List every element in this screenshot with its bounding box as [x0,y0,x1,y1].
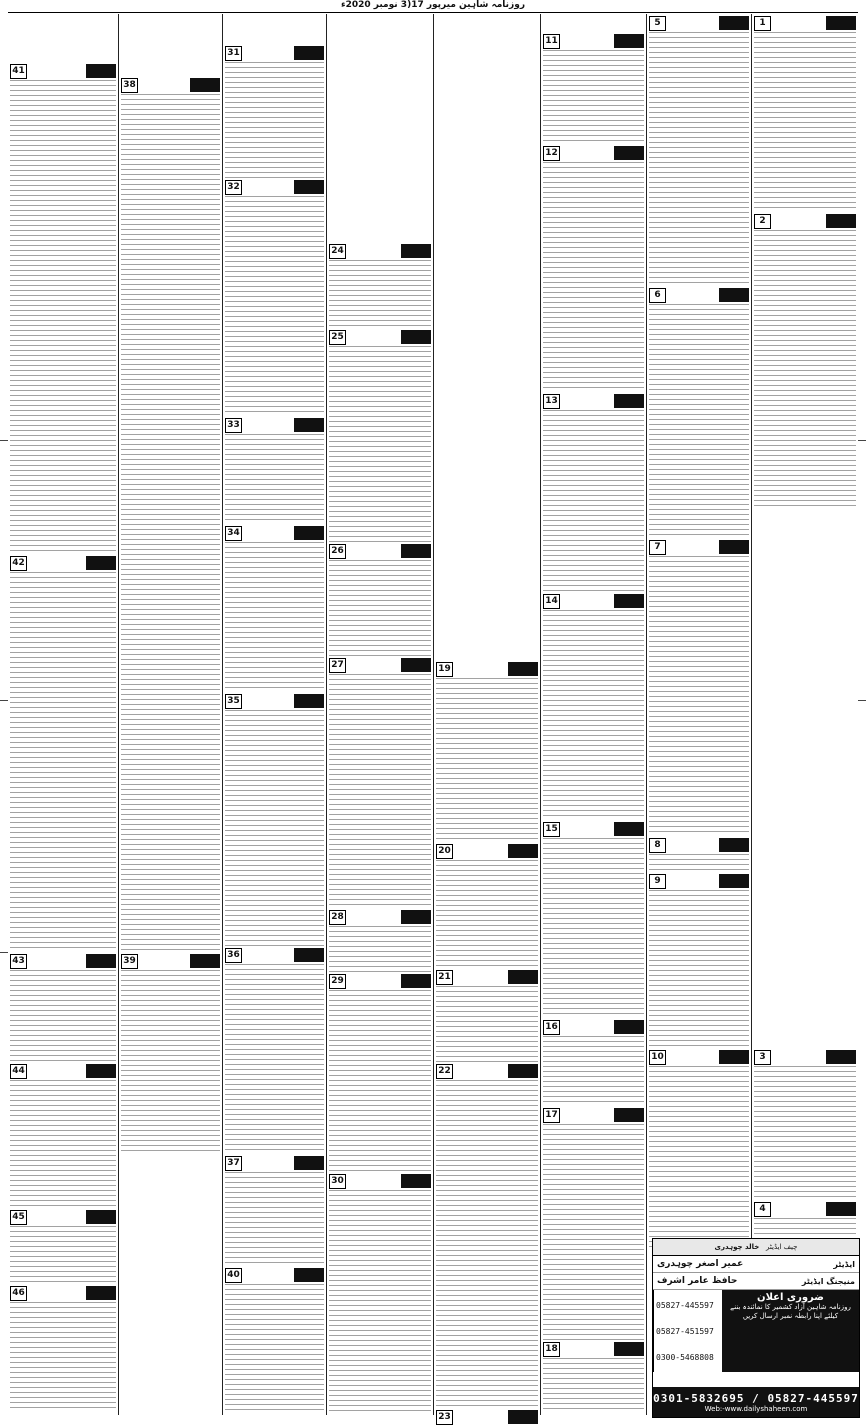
story-body-text [121,970,220,1152]
story-header [436,662,538,676]
news-story [225,948,324,1154]
masthead-title: روزنامہ شاہین میرپور 17(3 نومبر 2020ء [340,0,526,10]
news-story [649,838,749,872]
phone-number: 05827-451597 [656,1326,714,1336]
story-label-bar [826,16,856,30]
story-header [754,1050,856,1064]
story-header [754,16,856,30]
story-label-bar [86,1064,116,1078]
story-number: 14 [543,594,560,609]
story-number: 44 [10,1064,27,1079]
story-header [543,1020,644,1034]
news-story [225,180,324,416]
news-story [543,394,644,592]
story-body-text [329,1190,431,1412]
story-header [225,1156,324,1170]
story-label-bar [401,244,431,258]
news-column [223,14,326,1414]
story-header [225,948,324,962]
story-label-bar [826,214,856,228]
story-label-bar [86,556,116,570]
story-body-text [754,230,856,510]
website-link[interactable]: Web:-www.dailyshaheen.com [704,1404,808,1413]
story-number: 29 [329,974,346,989]
story-header [329,544,431,558]
story-number: 24 [329,244,346,259]
story-label-bar [294,418,324,432]
story-header [10,1064,116,1078]
story-label-bar [719,288,749,302]
story-header [754,214,856,228]
news-story [225,526,324,692]
contact-bar [653,1387,859,1417]
role-row [653,1256,859,1273]
story-label-bar [401,544,431,558]
story-header [543,1342,644,1356]
story-header [436,1410,538,1424]
story-number: 19 [436,662,453,677]
story-number: 38 [121,78,138,93]
story-label-bar [614,34,644,48]
story-body-text [754,32,856,212]
story-header [329,1174,431,1188]
story-number: 4 [754,1202,771,1217]
story-label-bar [719,540,749,554]
news-column [8,14,118,1414]
crop-mark [0,952,8,953]
story-number: 27 [329,658,346,673]
story-number: 40 [225,1268,242,1283]
story-header [543,394,644,408]
story-body-text [329,560,431,656]
story-label-bar [614,1108,644,1122]
crop-mark [858,700,866,701]
story-number: 42 [10,556,27,571]
story-header [225,46,324,60]
news-story [329,330,431,542]
story-body-text [121,94,220,952]
story-header [329,910,431,924]
news-column [752,14,858,1414]
news-story [436,1410,538,1422]
news-story [649,540,749,836]
news-story [121,78,220,952]
story-label-bar [294,526,324,540]
news-story [329,244,431,328]
story-number: 33 [225,418,242,433]
story-number: 1 [754,16,771,31]
story-label-bar [294,46,324,60]
story-label-bar [719,1050,749,1064]
story-header [121,78,220,92]
editorial-box [652,1238,860,1418]
news-story [436,1064,538,1408]
story-number: 45 [10,1210,27,1225]
story-body-text [543,1358,644,1412]
story-header [649,16,749,30]
story-number: 5 [649,16,666,31]
story-number: 32 [225,180,242,195]
story-header [329,974,431,988]
news-story [543,1020,644,1106]
story-label-bar [401,910,431,924]
crop-mark [0,440,8,441]
story-number: 21 [436,970,453,985]
story-body-text [329,990,431,1172]
story-number: 25 [329,330,346,345]
phone-number: 05827-445597 [656,1300,714,1310]
news-column [434,14,540,1422]
story-label-bar [86,1210,116,1224]
news-story [121,954,220,1152]
chief-editor-name: خالد چوہدری [714,1243,760,1251]
story-header [543,594,644,608]
story-header [10,556,116,570]
story-header [10,1286,116,1300]
story-header [225,1268,324,1282]
story-body-text [649,854,749,872]
notice-panel [722,1290,859,1372]
story-label-bar [294,694,324,708]
story-body-text [543,610,644,820]
story-body-text [649,890,749,1048]
story-label-bar [86,1286,116,1300]
story-label-bar [401,974,431,988]
news-story [649,16,749,286]
news-story [436,844,538,968]
story-body-text [329,926,431,972]
news-column [119,14,222,1414]
story-header [436,844,538,858]
story-number: 34 [225,526,242,541]
story-header [225,180,324,194]
story-header [649,874,749,888]
story-header [329,658,431,672]
notice-section [653,1290,859,1372]
news-column [327,14,433,1414]
chief-editor-label: چیف ایڈیٹر [766,1243,798,1251]
story-body-text [543,50,644,144]
story-number: 30 [329,1174,346,1189]
news-story [754,214,856,510]
story-body-text [436,860,538,968]
editorial-box-header [653,1239,859,1256]
story-body-text [225,196,324,416]
news-story [649,288,749,538]
news-story [649,874,749,1048]
story-header [225,418,324,432]
story-number: 41 [10,64,27,79]
story-header [436,1064,538,1078]
story-label-bar [190,78,220,92]
story-header [649,288,749,302]
story-body-text [649,32,749,286]
news-story [436,662,538,842]
story-label-bar [826,1202,856,1216]
story-label-bar [508,844,538,858]
story-label-bar [508,662,538,676]
story-body-text [10,1302,116,1412]
story-label-bar [614,394,644,408]
story-label-bar [190,954,220,968]
story-number: 20 [436,844,453,859]
story-body-text [10,572,116,952]
story-body-text [543,1124,644,1340]
story-label-bar [294,1156,324,1170]
notice-text: روزنامہ شاہین آزاد کشمیر کا نمائندہ بننے کیلئے اپنا رابطہ نمبر ارسال کریں [730,1303,851,1320]
news-story [436,970,538,1062]
story-body-text [436,1080,538,1408]
story-number: 11 [543,34,560,49]
notice-title: ضروری اعلان [757,1292,824,1303]
news-story [225,1156,324,1266]
news-story [329,658,431,908]
story-body-text [543,838,644,1018]
story-label-bar [86,954,116,968]
story-body-text [754,1066,856,1200]
story-header [543,1108,644,1122]
news-story [10,1286,116,1412]
story-number: 39 [121,954,138,969]
story-number: 9 [649,874,666,889]
story-header [329,330,431,344]
story-body-text [436,678,538,842]
story-number: 28 [329,910,346,925]
story-body-text [10,1080,116,1208]
role-row [653,1273,859,1290]
phone-list [653,1290,722,1372]
news-story [329,974,431,1172]
story-number: 23 [436,1410,453,1425]
story-header [10,64,116,78]
masthead [0,0,866,14]
story-header [543,34,644,48]
story-label-bar [401,658,431,672]
contact-phones: 05827-445597 / 0301-5832695 [653,1391,859,1405]
story-body-text [329,260,431,328]
news-story [10,556,116,952]
story-header [543,822,644,836]
phone-number: 0300-5468808 [656,1352,714,1362]
news-story [329,1174,431,1412]
role-name: حافظ عامر اشرف [657,1276,738,1286]
story-label-bar [614,1020,644,1034]
story-label-bar [401,1174,431,1188]
story-label-bar [294,180,324,194]
story-label-bar [614,594,644,608]
news-story [754,1050,856,1200]
story-body-text [225,434,324,524]
story-label-bar [401,330,431,344]
story-number: 6 [649,288,666,303]
story-number: 37 [225,1156,242,1171]
news-story [543,1342,644,1412]
story-number: 43 [10,954,27,969]
story-body-text [649,304,749,538]
story-number: 46 [10,1286,27,1301]
news-story [225,418,324,524]
story-body-text [329,674,431,908]
story-label-bar [719,874,749,888]
story-label-bar [614,822,644,836]
story-label-bar [294,1268,324,1282]
news-story [649,1050,749,1248]
story-header [121,954,220,968]
story-body-text [543,1036,644,1106]
story-label-bar [719,838,749,852]
story-body-text [10,970,116,1062]
news-story [543,822,644,1018]
story-body-text [225,1172,324,1266]
story-header [225,526,324,540]
story-body-text [329,346,431,542]
story-body-text [225,542,324,692]
news-story [543,146,644,392]
story-body-text [649,556,749,836]
news-story [10,64,116,554]
news-story [225,694,324,946]
news-story [329,544,431,656]
news-story [225,1268,324,1414]
story-number: 15 [543,822,560,837]
story-body-text [10,1226,116,1284]
story-number: 22 [436,1064,453,1079]
story-number: 16 [543,1020,560,1035]
story-label-bar [614,1342,644,1356]
story-body-text [649,1066,749,1248]
story-header [649,838,749,852]
story-header [329,244,431,258]
news-story [10,954,116,1062]
story-header [10,1210,116,1224]
story-body-text [436,986,538,1062]
news-story [543,594,644,820]
story-header [649,540,749,554]
story-header [543,146,644,160]
news-story [225,46,324,178]
story-label-bar [614,146,644,160]
crop-mark [858,440,866,441]
story-body-text [225,964,324,1154]
story-label-bar [826,1050,856,1064]
story-label-bar [294,948,324,962]
story-header [649,1050,749,1064]
story-number: 36 [225,948,242,963]
story-number: 17 [543,1108,560,1123]
story-number: 13 [543,394,560,409]
story-header [754,1202,856,1216]
news-story [10,1064,116,1208]
role-name: عمیر اصغر چوہدری [657,1259,744,1269]
story-number: 18 [543,1342,560,1357]
story-header [225,694,324,708]
story-number: 26 [329,544,346,559]
story-number: 35 [225,694,242,709]
story-body-text [543,162,644,392]
story-label-bar [508,1410,538,1424]
story-body-text [225,710,324,946]
story-number: 3 [754,1050,771,1065]
story-label-bar [86,64,116,78]
story-number: 10 [649,1050,666,1065]
story-label-bar [508,970,538,984]
news-story [10,1210,116,1284]
crop-mark [0,700,8,701]
masthead-rule [8,12,858,13]
news-story [543,1108,644,1340]
story-number: 2 [754,214,771,229]
story-number: 12 [543,146,560,161]
story-number: 7 [649,540,666,555]
story-label-bar [508,1064,538,1078]
story-header [10,954,116,968]
news-story [754,16,856,212]
news-story [329,910,431,972]
story-body-text [543,410,644,592]
news-column [647,14,751,1414]
role-label: ایڈیٹر [833,1259,855,1269]
role-label: منیجنگ ایڈیٹر [801,1276,855,1286]
story-body-text [225,62,324,178]
story-number: 8 [649,838,666,853]
story-body-text [10,80,116,554]
story-number: 31 [225,46,242,61]
news-column [541,14,646,1414]
story-body-text [225,1284,324,1414]
news-story [543,34,644,144]
story-label-bar [719,16,749,30]
story-header [436,970,538,984]
